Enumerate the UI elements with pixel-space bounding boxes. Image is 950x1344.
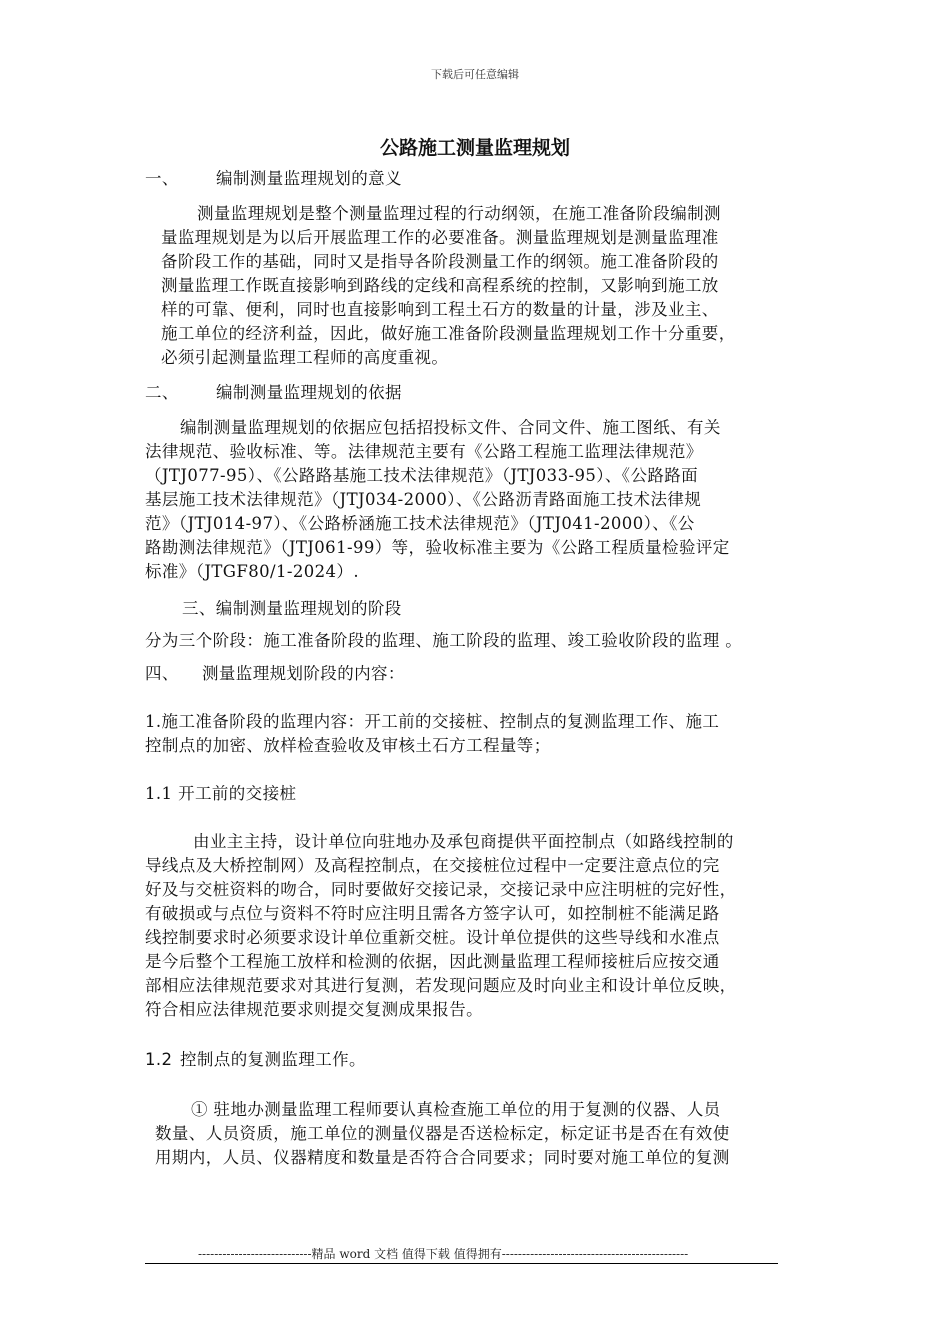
para2-line: （JTJ077-95）、《公路路基施工技术法律规范》（JTJ033-95）、《公路路面	[145, 466, 699, 485]
item1-line: 控制点的加密、放样检查验收及审核土石方工程量等；	[145, 736, 551, 755]
item1-line: 1.施工准备阶段的监理内容：开工前的交接桩、控制点的复测监理工作、施工	[145, 712, 720, 731]
para3-line: 由业主主持，设计单位向驻地办及承包商提供平面控制点（如路线控制的	[193, 832, 734, 851]
para3-line: 符合相应法律规范要求则提交复测成果报告。	[145, 1000, 483, 1019]
item-1-2-number: 1.2	[145, 1050, 173, 1069]
para3-line: 部相应法律规范要求对其进行复测，若发现问题应及时向业主和设计单位反映，	[145, 976, 737, 995]
para1-line: 测量监理工作既直接影响到路线的定线和高程系统的控制，又影响到施工放	[161, 276, 719, 295]
para1-line: 测量监理规划是整个测量监理过程的行动纲领，在施工准备阶段编制测	[197, 204, 721, 223]
document-title: 公路施工测量监理规划	[379, 137, 570, 159]
para4-line: 数量、人员资质，施工单位的测量仪器是否送检标定，标定证书是否在有效使	[155, 1124, 730, 1143]
para2-line: 基层施工技术法律规范》（JTJ034-2000）、《公路沥青路面施工技术法律规	[145, 490, 702, 509]
para3-line: 线控制要求时必须要求设计单位重新交桩。设计单位提供的这些导线和水准点	[145, 928, 720, 947]
para1-line: 量监理规划是为以后开展监理工作的必要准备。测量监理规划是测量监理准	[161, 228, 719, 247]
section-2-number: 二、	[145, 383, 179, 402]
para2-line: 范》（JTJ014-97）、《公路桥涵施工技术法律规范》（JTJ041-2000）、《公	[145, 514, 695, 533]
para3-line: 有破损或与点位与资料不符时应注明且需各方签字认可，如控制桩不能满足路	[145, 904, 720, 923]
stages-text: 分为三个阶段：施工准备阶段的监理、施工阶段的监理、竣工验收阶段的监理 。	[145, 631, 743, 650]
para3-line: 好及与交桩资料的吻合，同时要做好交接记录，交接记录中应注明桩的完好性，	[145, 880, 737, 899]
item-1-1-heading: 1.1 开工前的交接桩	[145, 784, 297, 803]
page-header: 下载后可任意编辑	[431, 68, 519, 81]
section-2-heading: 编制测量监理规划的依据	[216, 383, 402, 402]
para3-line: 是今后整个工程施工放样和检测的依据，因此测量监理工程师接桩后应按交通	[145, 952, 720, 971]
para1-line: 必须引起测量监理工程师的高度重视。	[161, 348, 449, 367]
para1-line: 样的可靠、便利，同时也直接影响到工程土石方的数量的计量，涉及业主、	[161, 300, 719, 319]
para4-line: ① 驻地办测量监理工程师要认真检查施工单位的用于复测的仪器、人员	[191, 1100, 721, 1119]
para1-line: 备阶段工作的基础，同时又是指导各阶段测量工作的纲领。施工准备阶段的	[161, 252, 719, 271]
para2-line: 法律规范、验收标准、等。法律规范主要有《公路工程施工监理法律规范》	[145, 442, 703, 461]
para1-line: 施工单位的经济利益，因此，做好施工准备阶段测量监理规划工作十分重要，	[161, 324, 736, 343]
section-4-number: 四、	[145, 664, 179, 683]
para2-line: 标准》（JTGF80/1-2024）.	[145, 562, 359, 581]
para2-line: 编制测量监理规划的依据应包括招投标文件、合同文件、施工图纸、有关	[180, 418, 721, 437]
footer-rule	[145, 1263, 778, 1264]
section-3-heading: 三、编制测量监理规划的阶段	[182, 599, 402, 618]
section-1-number: 一、	[145, 169, 179, 188]
section-1-heading: 编制测量监理规划的意义	[216, 169, 402, 188]
section-4-heading: 测量监理规划阶段的内容：	[202, 664, 405, 683]
para3-line: 导线点及大桥控制网）及高程控制点，在交接桩位过程中一定要注意点位的完	[145, 856, 720, 875]
para2-line: 路勘测法律规范》（JTJ061-99）等，验收标准主要为《公路工程质量检验评定	[145, 538, 730, 557]
page-footer: ----------------------------精品 word 文档 值得下载 值得拥有----------------------------------------------	[198, 1247, 689, 1261]
item-1-2-heading: 控制点的复测监理工作。	[180, 1050, 366, 1069]
para4-line: 用期内，人员、仪器精度和数量是否符合合同要求；同时要对施工单位的复测	[155, 1148, 730, 1167]
